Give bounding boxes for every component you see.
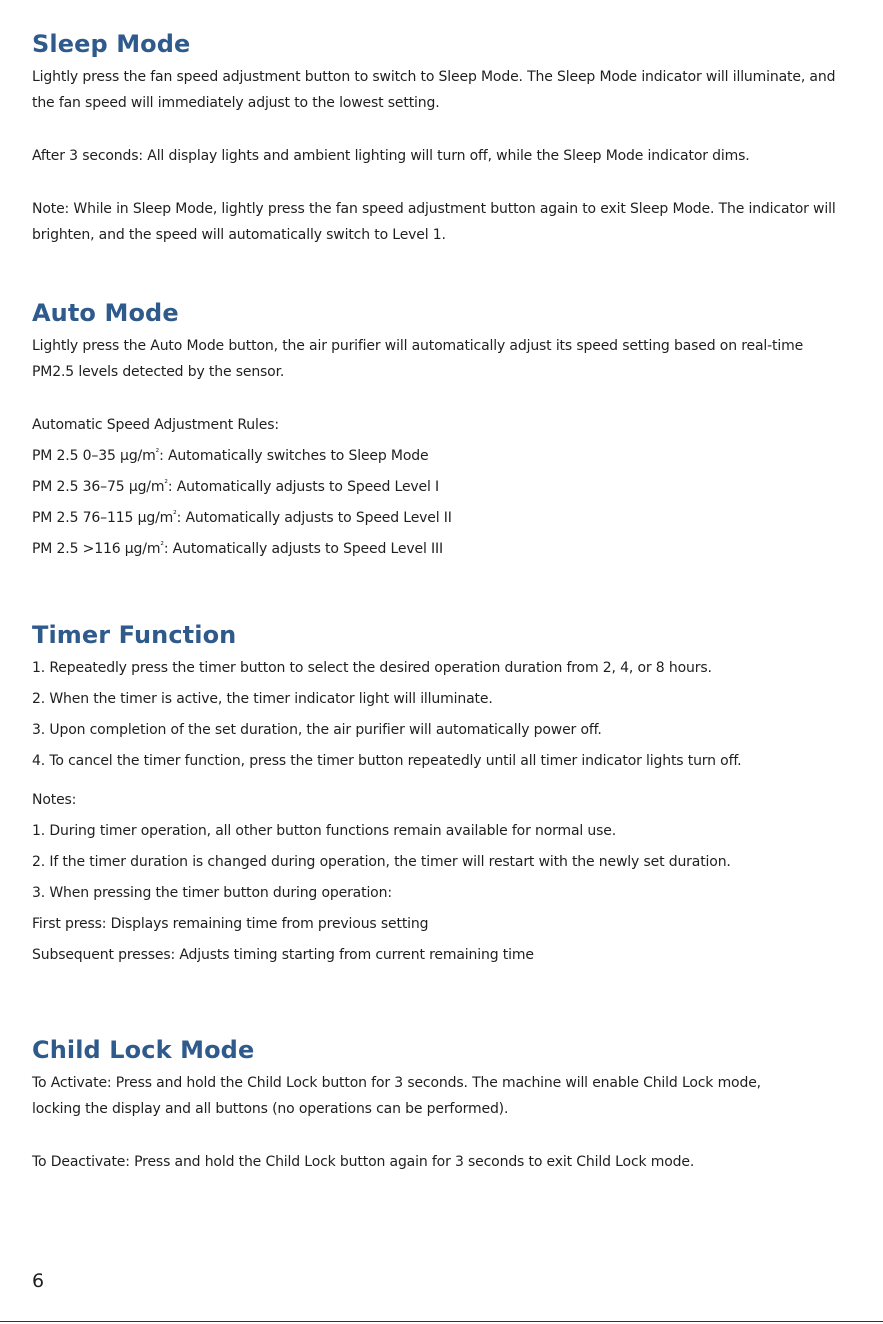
footer-divider: [0, 1321, 883, 1322]
auto-mode-paragraph: Lightly press the Auto Mode button, the air purifier will automatically adjust its speed setting based on real-time PM2.5 levels detected by the sensor.: [32, 338, 804, 380]
timer-note: 2. If the timer duration is changed during operation, the timer will restart with the newly set duration.: [32, 854, 731, 870]
timer-note: 3. When pressing the timer button during operation:: [32, 885, 392, 901]
timer-notes-list: [32, 816, 852, 971]
auto-rule-item: PM 2.5 76–115 $\mu g/m^{^2}$: Automatically adjusts to Speed Level II: [32, 510, 452, 526]
timer-step: 1. Repeatedly press the timer button to select the desired operation duration from 2, 4, or 8 hours.: [32, 660, 712, 676]
timer-step: 3. Upon completion of the set duration, the air purifier will automatically power off.: [32, 722, 602, 738]
child-lock-deactivate: To Deactivate: Press and hold the Child Lock button again for 3 seconds to exit Child Lock mode.: [32, 1154, 695, 1170]
page-number: 6: [32, 1270, 45, 1292]
sleep-mode-note: Note: While in Sleep Mode, lightly press the fan speed adjustment button again to exit Sleep Mode. The indicator will brighten, and the speed will automatically switch to Level 1.: [32, 201, 836, 243]
child-lock-section: [32, 1034, 852, 1175]
sleep-mode-paragraph-2: After 3 seconds: All display lights and ambient lighting will turn off, while the Sleep Mode indicator dims.: [32, 148, 750, 164]
timer-notes-title: Notes:: [32, 792, 77, 808]
timer-step: 2. When the timer is active, the timer indicator light will illuminate.: [32, 691, 493, 707]
child-lock-heading: Child Lock Mode: [32, 1036, 255, 1064]
timer-note: First press: Displays remaining time from previous setting: [32, 916, 429, 932]
timer-step: 4. To cancel the timer function, press the timer button repeatedly until all timer indicator lights turn off.: [32, 753, 742, 769]
auto-rule-item: PM 2.5 >116 $\mu g/m^{^2}$: Automatically adjusts to Speed Level III: [32, 541, 443, 557]
child-lock-activate: To Activate: Press and hold the Child Lock button for 3 seconds. The machine will enable Child Lock mode, locking the display and all buttons (no operations can be performed).: [32, 1075, 761, 1117]
sleep-mode-section: [32, 28, 852, 248]
timer-note: Subsequent presses: Adjusts timing starting from current remaining time: [32, 947, 534, 963]
auto-rule-item: PM 2.5 0–35 $\mu g/m^{^2}$: Automatically switches to Sleep Mode: [32, 448, 429, 464]
auto-rules-list: [32, 441, 852, 565]
auto-mode-section: [32, 297, 852, 565]
auto-rules-title: Automatic Speed Adjustment Rules:: [32, 417, 279, 433]
timer-note: 1. During timer operation, all other button functions remain available for normal use.: [32, 823, 617, 839]
auto-mode-heading: Auto Mode: [32, 299, 179, 327]
timer-function-heading: Timer Function: [32, 621, 237, 649]
sleep-mode-paragraph-1: Lightly press the fan speed adjustment button to switch to Sleep Mode. The Sleep Mode indicator will illuminate, and the fan speed will immediately adjust to the lowest setting.: [32, 69, 836, 111]
auto-rule-item: PM 2.5 36–75 $\mu g/m^{^2}$: Automatically adjusts to Speed Level I: [32, 479, 440, 495]
timer-steps-list: [32, 653, 852, 777]
sleep-mode-heading: Sleep Mode: [32, 30, 191, 58]
timer-function-section: [32, 619, 852, 971]
